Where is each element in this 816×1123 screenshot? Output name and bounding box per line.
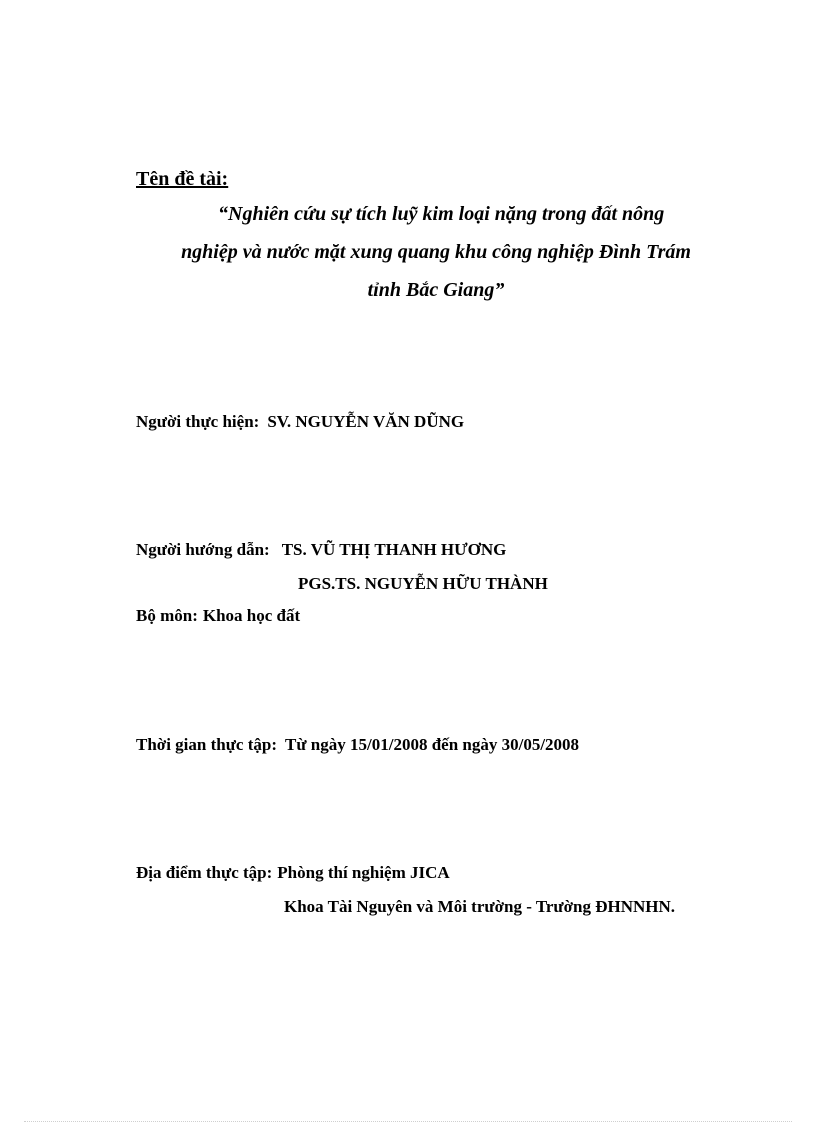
internship-location-row bbox=[136, 863, 450, 883]
department-label: Bộ môn: bbox=[136, 606, 198, 625]
internship-location-label: Địa điểm thực tập: bbox=[136, 863, 273, 882]
internship-period-label: Thời gian thực tập: bbox=[136, 735, 277, 754]
advisor-primary: TS. VŨ THỊ THANH HƯƠNG bbox=[281, 540, 507, 559]
department-value: Khoa học đất bbox=[202, 606, 301, 625]
advisor-row bbox=[136, 540, 506, 560]
title-line-1: “Nghiên cứu sự tích luỹ kim loại nặng trong đất nông bbox=[218, 203, 665, 225]
advisor-label: Người hướng dẫn: bbox=[136, 540, 270, 559]
performer-row bbox=[136, 412, 464, 432]
internship-period-value: Từ ngày 15/01/2008 đến ngày 30/05/2008 bbox=[285, 735, 580, 754]
internship-location-line1: Phòng thí nghiệm JICA bbox=[277, 863, 450, 882]
page-bottom-rule bbox=[24, 1121, 792, 1122]
department-row bbox=[136, 606, 300, 626]
title-line-2: nghiệp và nước mặt xung quang khu công nghiệp Đình Trám bbox=[181, 241, 691, 263]
advisor-secondary: PGS.TS. NGUYỄN HỮU THÀNH bbox=[298, 574, 548, 593]
performer-label: Người thực hiện: bbox=[136, 412, 260, 431]
internship-location-line2: Khoa Tài Nguyên và Môi trường - Trường ĐHNNHN. bbox=[284, 897, 676, 916]
title-line-3: tỉnh Bắc Giang” bbox=[367, 279, 505, 301]
internship-period-row bbox=[136, 735, 579, 755]
title-label: Tên đề tài: bbox=[136, 168, 229, 190]
performer-value: SV. NGUYỄN VĂN DŨNG bbox=[267, 412, 465, 431]
